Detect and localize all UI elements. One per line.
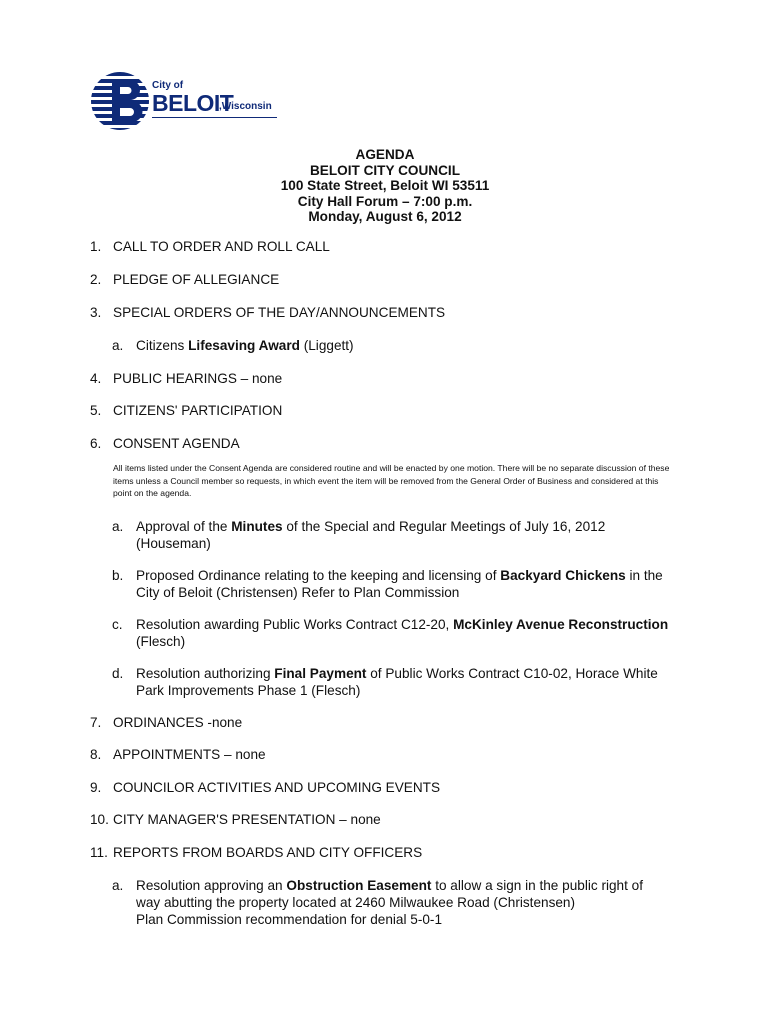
item-text: COUNCILOR ACTIVITIES AND UPCOMING EVENTS <box>113 780 441 795</box>
item-number: 3. <box>90 305 102 320</box>
item-text: APPOINTMENTS – none <box>113 747 266 762</box>
item-number: 9. <box>90 780 102 795</box>
item-text: CONSENT AGENDA <box>113 436 240 451</box>
subitem-text: Citizens Lifesaving Award (Liggett) <box>136 338 354 353</box>
header-title: AGENDA <box>355 147 415 162</box>
subitem-text: Resolution approving an Obstruction Easement to allow a sign in the public right of way abutting the property located at 2460 Milwaukee Road (Christensen) Plan Commission recommendation for denial 5-0-1 <box>136 878 644 927</box>
subitem-text: Resolution awarding Public Works Contract C12-20, McKinley Avenue Reconstruction (Flesch) <box>136 617 669 649</box>
item-text: ORDINANCES -none <box>113 715 243 730</box>
agenda-item-11 <box>90 844 422 861</box>
agenda-item-10 <box>90 811 381 828</box>
subitem-letter: b. <box>112 568 124 583</box>
logo-beloit: BELOIT <box>152 90 234 116</box>
item-text: PLEDGE OF ALLEGIANCE <box>113 272 280 287</box>
subitem-text: Proposed Ordinance relating to the keeping and licensing of Backyard Chickens in the City of Beloit (Christensen) Refer to Plan Commission <box>136 568 663 600</box>
item-number: 5. <box>90 403 102 418</box>
item-number: 2. <box>90 272 102 287</box>
header-council: BELOIT CITY COUNCIL <box>309 162 461 178</box>
item-text: CITIZENS' PARTICIPATION <box>113 403 283 418</box>
item-text: CITY MANAGER'S PRESENTATION – none <box>113 812 381 827</box>
agenda-item-6 <box>90 435 240 452</box>
item-number: 10. <box>90 812 109 827</box>
item-text: PUBLIC HEARINGS – none <box>113 371 283 386</box>
agenda-item-8 <box>90 746 266 763</box>
agenda-item-3 <box>90 304 445 321</box>
subitem-text: Approval of the Minutes of the Special and Regular Meetings of July 16, 2012 (Houseman) <box>136 519 606 551</box>
item-number: 4. <box>90 371 102 386</box>
agenda-item-9 <box>90 779 440 796</box>
subitem-letter: a. <box>112 338 124 353</box>
item-text: SPECIAL ORDERS OF THE DAY/ANNOUNCEMENTS <box>113 305 446 320</box>
consent-agenda-note: All items listed under the Consent Agenda are considered routine and will be enacted by one motion. There will be no separate discussion of these items unless a Council member so requests, in which event the item will be removed from the General Order of Business and considered at this point on the agenda. <box>113 463 670 498</box>
beloit-b-emblem-icon <box>90 70 150 132</box>
logo-wisconsin: ,Wisconsin <box>219 101 272 112</box>
header-date: Monday, August 6, 2012 <box>308 209 462 224</box>
logo-city-of: City of <box>152 80 184 91</box>
item-number: 8. <box>90 747 102 762</box>
item-number: 1. <box>90 239 102 254</box>
agenda-item-2 <box>90 271 279 288</box>
header-address: 100 State Street, Beloit WI 53511 <box>280 178 490 193</box>
item-number: 6. <box>90 436 102 451</box>
item-text: REPORTS FROM BOARDS AND CITY OFFICERS <box>113 845 423 860</box>
header-location-time: City Hall Forum – 7:00 p.m. <box>297 193 473 209</box>
agenda-item-4 <box>90 370 282 387</box>
subitem-text: Resolution authorizing Final Payment of Public Works Contract C10-02, Horace White Park Improvements Phase 1 (Flesch) <box>136 666 658 698</box>
item-text: CALL TO ORDER AND ROLL CALL <box>113 239 330 254</box>
logo-underline <box>152 117 277 118</box>
subitem-letter: d. <box>112 666 124 681</box>
subitem-letter: a. <box>112 519 124 534</box>
agenda-header <box>0 147 770 225</box>
city-logo <box>90 70 290 132</box>
item-number: 7. <box>90 715 102 730</box>
subitem-letter: c. <box>112 617 123 632</box>
subitem-letter: a. <box>112 878 124 893</box>
agenda-item-5 <box>90 402 282 419</box>
agenda-item-7 <box>90 714 242 731</box>
item-number: 11. <box>90 845 108 860</box>
agenda-item-1 <box>90 238 330 255</box>
